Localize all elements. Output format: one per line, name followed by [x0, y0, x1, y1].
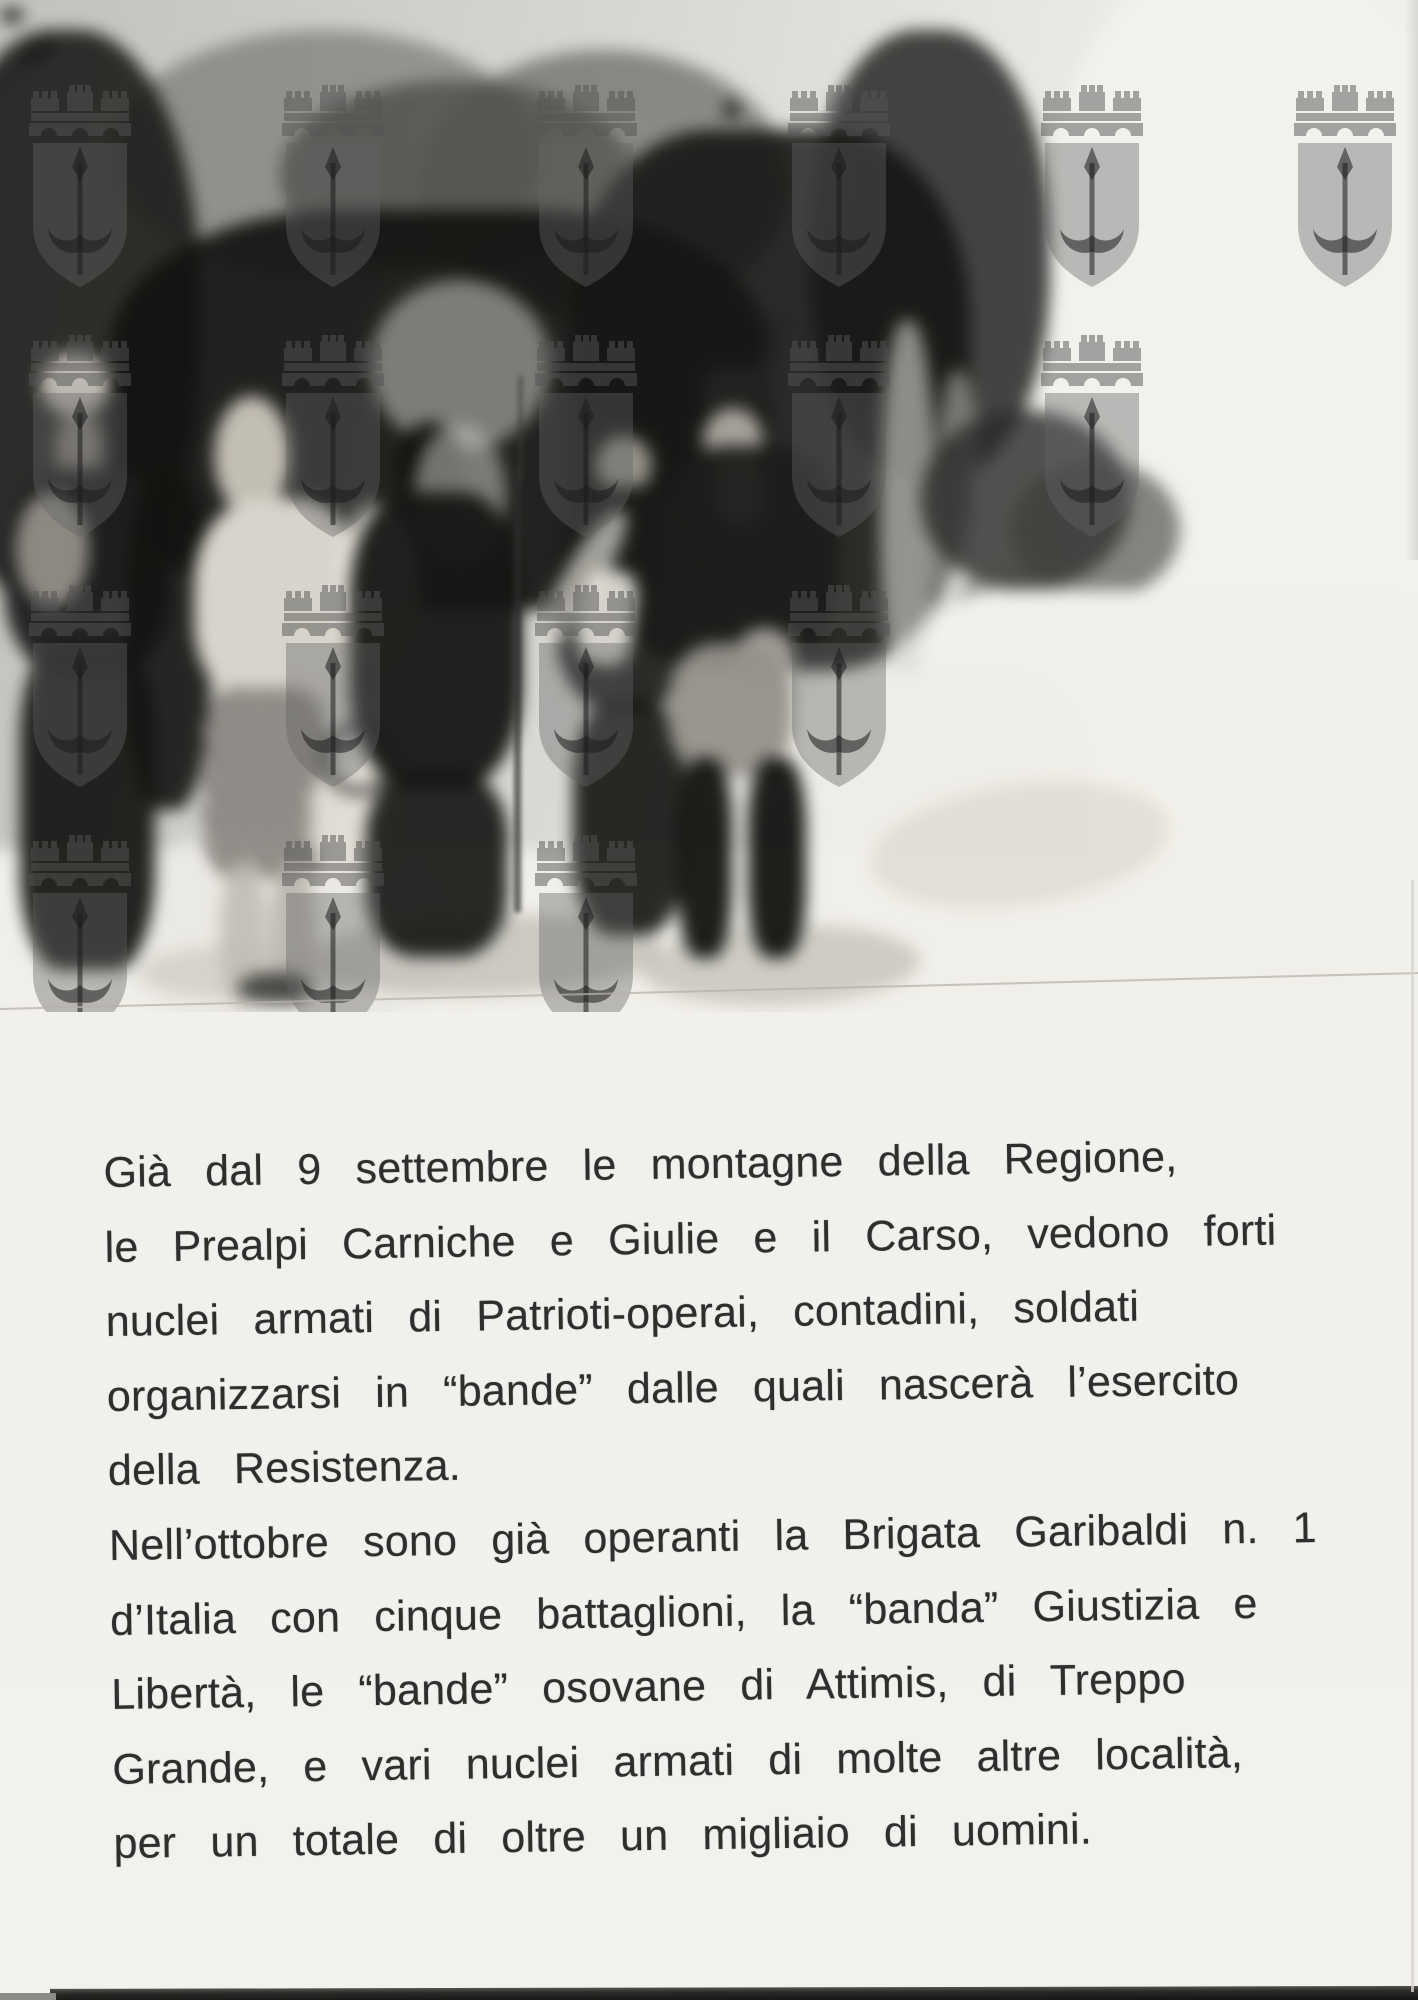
- caption-line: d’Italia con cinque battaglioni, la “banda” Giustizia e: [109, 1579, 1258, 1645]
- scan-edge-shadow-stub: [0, 1993, 56, 2000]
- caption-line: Già dal 9 settembre le montagne della Regione,: [103, 1133, 1178, 1197]
- caption-line: le Prealpi Carniche e Giulie e il Carso, vedono forti: [104, 1206, 1277, 1272]
- caption-line: organizzarsi in “bande” dalle quali nascerà l’esercito: [106, 1355, 1240, 1421]
- telegraph-pole-top: [518, 375, 523, 480]
- telegraph-pole: [514, 468, 521, 913]
- caption-line: per un totale di oltre un migliaio di uomini.: [113, 1805, 1093, 1869]
- caption-line: della Resistenza.: [107, 1442, 462, 1496]
- caption-line: Grande, e vari nuclei armati di molte altre località,: [112, 1728, 1244, 1794]
- caption-line: nuclei armati di Patrioti-operai, contadini, soldati: [105, 1282, 1140, 1347]
- caption: [103, 1117, 1374, 1882]
- scan-edge-right-shade: [1404, 0, 1418, 560]
- caption-line: Libertà, le “bande” osovane di Attimis, di Treppo: [110, 1655, 1187, 1720]
- caption-line: Nell’ottobre sono già operanti la Brigata Garibaldi n. 1: [108, 1504, 1318, 1570]
- scan-edge-shadow: [50, 1986, 1418, 2000]
- scan-edge-right-line: [1411, 880, 1414, 1992]
